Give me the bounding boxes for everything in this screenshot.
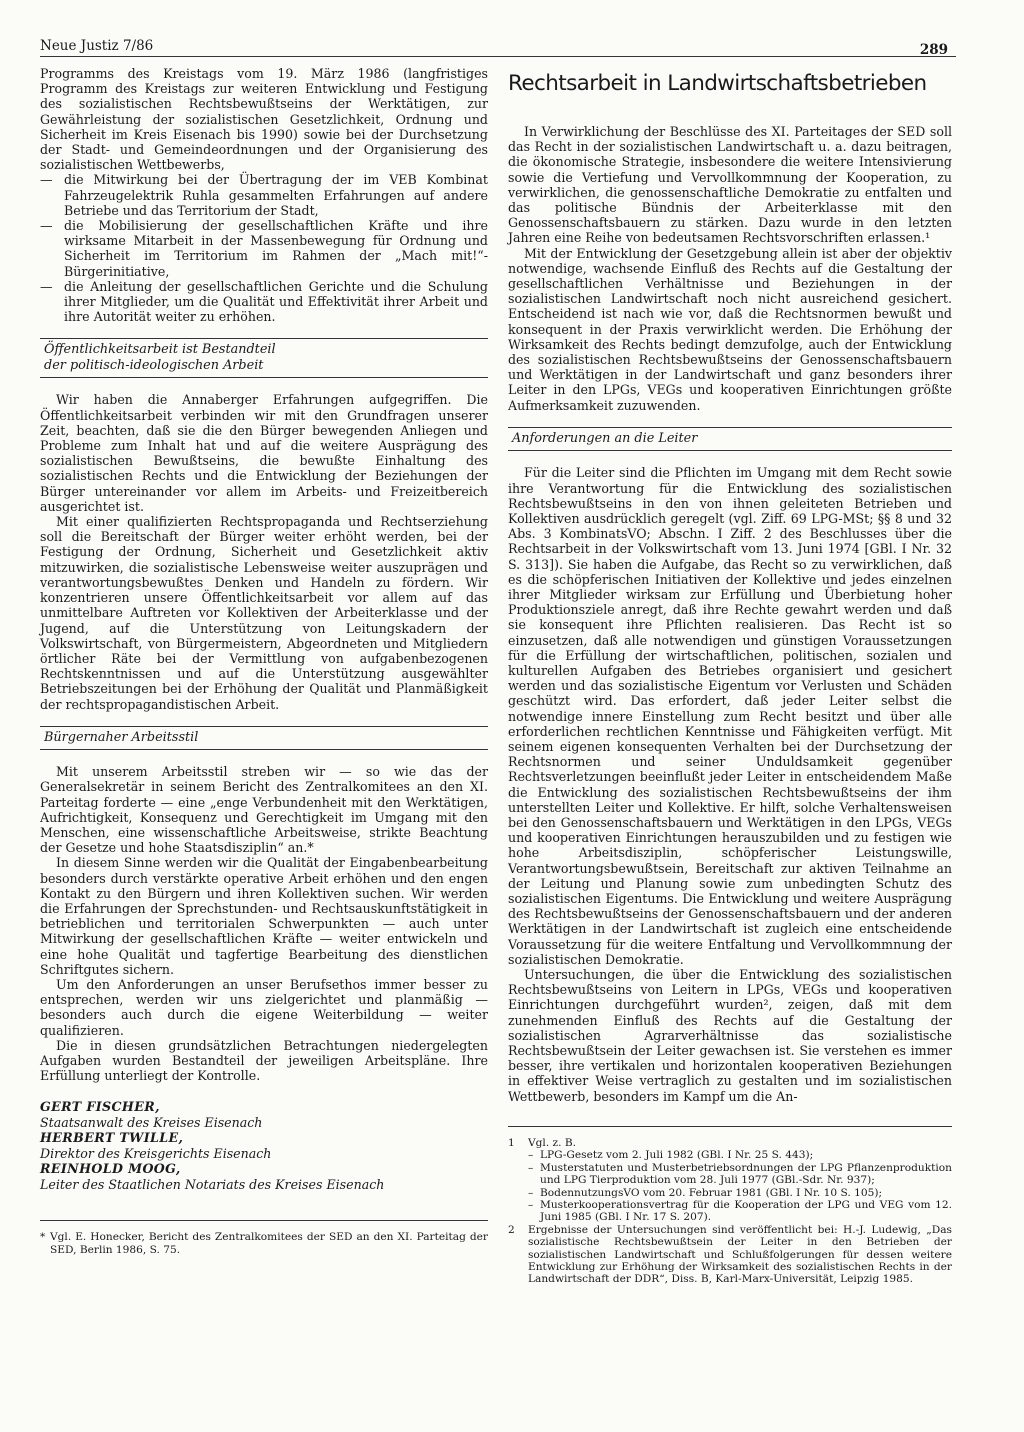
footnote-2: 2 Ergebnisse der Untersuchungen sind veröffentlicht bei: H.-J. Ludewig, „Das sozialistische Rechtsbewußtsein der Leiter in den Betrieben der sozialistischen Landwirtschaft und Schlußfolgerungen für dessen weitere Entwicklung zur Erhöhung der Wirksamkeit des sozialistischen Rechts in der Landwirtschaft der DDR“, Diss. B, Karl-Marx-Universität, Leipzig 1985. [508, 1223, 952, 1286]
footnote-subitem: – Musterkooperationsvertrag für die Kooperation der LPG und VEG vom 12. Juni 1985 (GBl. I Nr. 17 S. 207). [528, 1198, 952, 1224]
article-title: Rechtsarbeit in Landwirtschaftsbetrieben [508, 71, 927, 96]
list-item: — die Mitwirkung bei der Übertragung der im VEB Kombinat Fahrzeugelektrik Ruhla gesammelten Erfahrungen auf andere Betriebe und das Territorium der Stadt, [40, 172, 488, 218]
footnote-subitem: – LPG-Gesetz vom 2. Juli 1982 (GBl. I Nr. 25 S. 443); [528, 1149, 814, 1162]
paragraph: In Verwirklichung der Beschlüsse des XI. Parteitages der SED soll das Recht in der sozialistischen Landwirtschaft u. a. dazu beitragen, die ökonomische Strategie, insbesondere die weitere Intensivierung sowie die Vertiefung und Vervollkommnung der Kooperation, zu verwirklichen, die genossenschaftliche Demokratie zu entfalten und das politische Bündnis der Arbeiterklasse mit den Genossenschaftsbauern zu stärken. Dazu wurde in den letzten Jahren eine Reihe von bedeutsamen Rechtsvorschriften erlassen.¹ [508, 124, 952, 246]
footnote-subitem: – Musterstatuten und Musterbetriebsordnungen der LPG Pflanzenproduktion und LPG Tierproduktion vom 28. Juli 1977 (GBl.-Sdr. Nr. 937); [528, 1161, 952, 1187]
footnote-divider [40, 1220, 488, 1221]
task-list [40, 172, 488, 324]
right-column [508, 66, 952, 1286]
section-heading-arbeitsstil: Bürgernaher Arbeitsstil [40, 726, 488, 751]
paragraph: Wir haben die Annaberger Erfahrungen aufgegriffen. Die Öffentlichkeitsarbeit verbinden wir mit den Grundfragen unserer Zeit, beachten, daß sie die den Bürger bewegenden Anliegen und Probleme zum Inhalt hat und auf die weitere Ausprägung des sozialistischen Bewußtseins, die bewußte Einhaltung des sozialistischen Rechts und die Entwicklung der Beziehungen der Bürger untereinander vor allem im Arbeits- und Freizeitbereich ausgerichtet ist. [40, 392, 488, 514]
footnote-mark: * [40, 1230, 46, 1243]
signature-title: Staatsanwalt des Kreises Eisenach [40, 1114, 263, 1130]
paragraph: Untersuchungen, die über die Entwicklung des sozialistischen Rechtsbewußtseins von Leitern in LPGs, VEGs und kooperativen Einrichtungen durchgeführt wurden², zeigen, daß mit dem zunehmenden Einfluß des Rechts auf die Gestaltung der sozialistischen Agrarverhältnisse das sozialistische Rechtsbewußtsein der Leiter gewachsen ist. Sie verstehen es immer besser, ihre vertikalen und horizontalen kooperativen Beziehungen in effektiver Weise vertraglich zu gestalten und im sozialistischen Wettbewerb, besonders im Kampf um die An- [508, 967, 952, 1104]
paragraph: Die in diesen grundsätzlichen Betrachtungen niedergelegten Aufgaben wurden Bestandteil der jeweiligen Arbeitspläne. Ihre Erfüllung unterliegt der Kontrolle. [40, 1037, 488, 1084]
paragraph: Mit einer qualifizierten Rechtspropaganda und Rechtserziehung soll die Bereitschaft der Bürger weiter erhöht werden, bei der Festigung der Ordnung, Sicherheit und Gesetzlichkeit aktiv mitzuwirken, die sozialistische Lebensweise weiter auszuprägen und verantwortungsbewußtes Denken und Handeln zu fördern. Wir konzentrieren unsere Öffentlichkeitsarbeit vor allem auf das unmittelbare Auftreten vor Kollektiven der Arbeiterklasse und der Jugend, auf die Unterstützung von Leitungskadern der Volkswirtschaft, von Bürgermeistern, Abgeordneten und Mitgliedern örtlicher Räte bei der Vermittlung von aufgabenbezogenen Rechtskenntnissen und auf die Unterstützung ausgewählter Betriebszeitungen bei der Erhöhung der Qualität und Planmäßigkeit der rechtspropagandistischen Arbeit. [40, 514, 488, 712]
signatures [40, 1099, 488, 1191]
paragraph: In diesem Sinne werden wir die Qualität der Eingabenbearbeitung besonders durch verstärkte operative Arbeit erhöhen und den engen Kontakt zu den Bürgern und ihren Kollektiven suchen. Wir werden die Erfahrungen der Sprechstunden- und Rechtsauskunftstätigkeit in betrieblichen und territorialen Schwerpunkten — auch unter Mitwirkung der gesellschaftlichen Kräfte — weiter entwickeln und eine hohe Qualität und tagfertige Bearbeitung des dienstlichen Schriftgutes sichern. [40, 855, 488, 977]
section-heading-leiter: Anforderungen an die Leiter [508, 427, 952, 452]
intro-paragraph: Programms des Kreistags vom 19. März 1986 (langfristiges Programm des Kreistags zur weiteren Entwicklung und Festigung des sozialistischen Rechtsbewußtseins der Werktätigen, zur Gewährleistung der sozialistischen Gesetzlichkeit, Ordnung und Sicherheit im Kreis Eisenach bis 1990) sowie bei der Durchsetzung der Stadt- und Gemeindeordnungen und der Organisierung des sozialistischen Wettbewerbs, [40, 66, 488, 173]
page-header [40, 38, 956, 57]
paragraph: Um den Anforderungen an unser Berufsethos immer besser zu entsprechen, werden wir uns zielgerichtet und planmäßig — besonders auch durch die eigene Weiterbildung — weiter qualifizieren. [40, 977, 488, 1038]
signature-title: Leiter des Staatlichen Notariats des Kreises Eisenach [40, 1176, 385, 1192]
section-heading-oeffentlichkeitsarbeit: Öffentlichkeitsarbeit ist Bestandteil der politisch-ideologischen Arbeit [40, 338, 488, 378]
footnote-1: 1 Vgl. z. B. – LPG-Gesetz vom 2. Juli 1982 (GBl. I Nr. 25 S. 443); – Musterstatuten und Musterbetriebsordnungen der LPG Pflanzenproduktion und LPG Tierproduktion vom 28. Juli 1977 (GBl.-Sdr. Nr. 937); – BodennutzungsVO vom 20. Februar 1981 (GBl. I Nr. 10 S. 105); – Musterkooperationsvertrag für die Kooperation der LPG und VEG vom 12. Juni 1985 (GBl. I Nr. 17 S. 207). [508, 1136, 952, 1224]
signature-name: GERT FISCHER, [40, 1099, 160, 1115]
signature-name: HERBERT TWILLE, [40, 1130, 184, 1146]
signature-title: Direktor des Kreisgerichts Eisenach [40, 1145, 272, 1161]
list-item: — die Anleitung der gesellschaftlichen Gerichte und die Schulung ihrer Mitglieder, um die Qualität und Effektivität ihrer Arbeit und ihre Autorität weiter zu erhöhen. [40, 278, 488, 325]
paragraph: Mit der Entwicklung der Gesetzgebung allein ist aber der objektiv notwendige, wachsende Einfluß des Rechts auf die Gestaltung der gesellschaftlichen Verhältnisse und Beziehungen in der sozialistischen Landwirtschaft noch nicht ausreichend gesichert. Entscheidend ist nach wie vor, daß die Rechtsnormen bewußt und konsequent in der Praxis verwirklicht werden. Die Erhöhung der Wirksamkeit des Rechts bedingt demzufolge, auch der Entwicklung des sozialistischen Rechtsbewußtseins der Genossenschaftsbauern und Werktätigen in der Landwirtschaft und ganz besonders ihrer Leiter in den LPGs, VEGs und kooperativen Einrichtungen größte Aufmerksamkeit zuzuwenden. [508, 245, 952, 413]
journal-issue: Neue Justiz 7/86 [40, 38, 154, 54]
footnote: * Vgl. E. Honecker, Bericht des Zentralkomitees der SED an den XI. Parteitag der SED, Berlin 1986, S. 75. [40, 1230, 488, 1256]
left-column [40, 66, 488, 1256]
footnotes [508, 1126, 952, 1286]
signature-name: REINHOLD MOOG, [40, 1161, 181, 1177]
paragraph: Mit unserem Arbeitsstil streben wir — so wie das der Generalsekretär in seinem Bericht des Zentralkomitees an den XI. Parteitag forderte — eine „enge Verbundenheit mit den Werktätigen, Aufrichtigkeit, Konsequenz und Gerechtigkeit im Umgang mit den Menschen, eine wissenschaftliche Arbeitsweise, strikte Beachtung der Gesetze und hohe Staatsdisziplin“ an.* [40, 764, 488, 856]
footnote-subitem: – BodennutzungsVO vom 20. Februar 1981 (GBl. I Nr. 10 S. 105); [528, 1186, 883, 1199]
paragraph: Für die Leiter sind die Pflichten im Umgang mit dem Recht sowie ihre Verantwortung für die Entwicklung des sozialistischen Rechtsbewußtseins in den von ihnen geleiteten Betrieben und Kollektiven ausdrücklich geregelt (vgl. Ziff. 69 LPG-MSt; §§ 8 und 32 Abs. 3 KombinatsVO; Abschn. I Ziff. 2 des Beschlusses über die Rechtsarbeit in der Volkswirtschaft vom 13. Juni 1974 [GBl. I Nr. 32 S. 313]). Sie haben die Aufgabe, das Recht so zu verwirklichen, daß es die schöpferischen Initiativen der Kollektive und jedes einzelnen ihrer Mitglieder wirksam zur Erfüllung und Überbietung hoher Produktionsziele anregt, daß ihre Rechte gewahrt werden und daß sie konsequent ihre Pflichten realisieren. Das Recht ist so einzusetzen, daß alle notwendigen und günstigen Voraussetzungen für die Erfüllung der wirtschaftlichen, politischen, sozialen und kulturellen Aufgaben des Betriebes organisiert und gesichert werden und das sozialistische Eigentum vor Verlusten und Schäden geschützt wird. Das erfordert, daß jeder Leiter selbst die notwendige innere Einstellung zum Recht besitzt und über alle erforderlichen rechtlichen Kenntnisse und Fähigkeiten verfügt. Mit seinem eigenen konsequenten Verhalten bei der Durchsetzung der Rechtsnormen und seiner Unduldsamkeit gegenüber Rechtsverletzungen beeinflußt jeder Leiter in entscheidendem Maße die Entwicklung des sozialistischen Rechtsbewußtseins der ihm unterstellten Leiter und Kollektive. Er hilft, solche Verhaltensweisen bei den Genossenschaftsbauern und Werktätigen in den LPGs, VEGs und kooperativen Einrichtungen herauszubilden und zu festigen wie hohe Arbeitsdisziplin, schöpferischer Leistungswille, Verantwortungsbewußtsein, Bereitschaft zur aktiven Teilnahme an der Leitung und Planung sowie zum unbedingten Schutz des sozialistischen Eigentums. Die Entwicklung und weitere Ausprägung des Rechtsbewußtseins der Genossenschaftsbauern und der anderen Werktätigen in der Landwirtschaft ist zugleich eine entscheidende Voraussetzung für die weitere Entfaltung und Vervollkommnung der sozialistischen Demokratie. [508, 465, 952, 967]
list-item: — die Mobilisierung der gesellschaftlichen Kräfte und ihre wirksame Mitarbeit in der Massenbewegung für Ordnung und Sicherheit im Territorium im Rahmen der „Mach mit!“-Bürgerinitiative, [40, 218, 488, 279]
page-number: 289 [919, 42, 948, 58]
